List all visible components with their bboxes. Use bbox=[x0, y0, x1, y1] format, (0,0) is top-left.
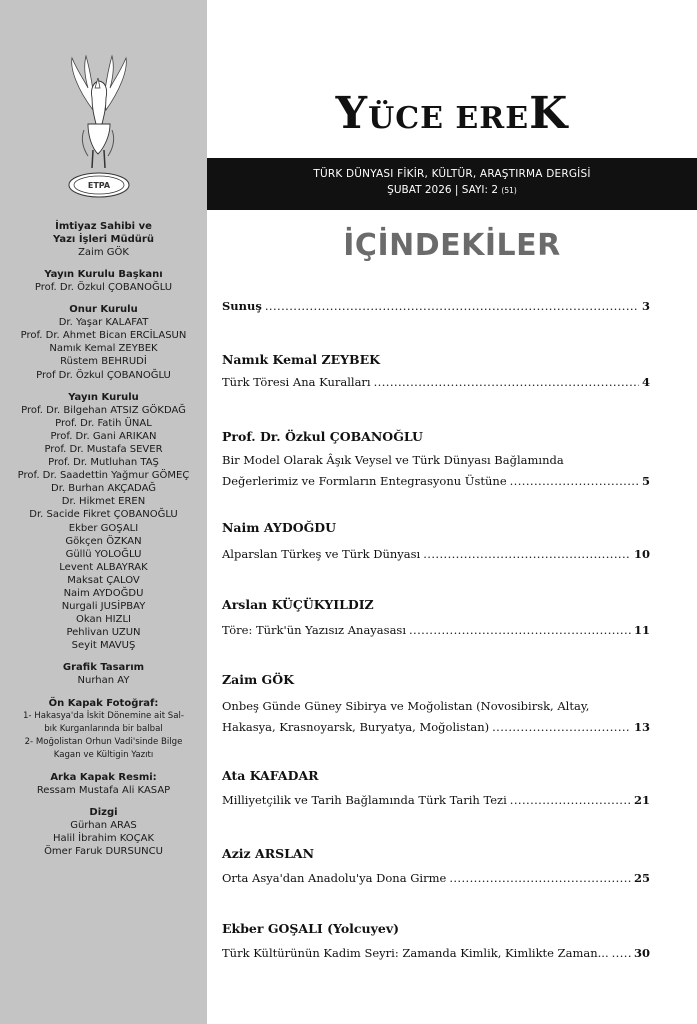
toc-entry[interactable] bbox=[222, 372, 650, 393]
credit-group bbox=[0, 661, 207, 687]
credit-heading: Arka Kapak Resmi: bbox=[50, 771, 157, 783]
toc-page-number: 11 bbox=[633, 623, 650, 637]
credit-name: Kagan ve Kültigin Yazıtı bbox=[53, 749, 154, 760]
toc-leader-dots bbox=[265, 296, 639, 317]
credit-heading: Grafik Tasarım bbox=[62, 662, 145, 674]
toc-page-number: 3 bbox=[641, 299, 650, 313]
toc-title: Türk Töresi Ana Kuralları bbox=[222, 375, 371, 389]
credit-name: Gökçen ÖZKAN bbox=[65, 535, 142, 547]
title-initial: Y bbox=[335, 88, 369, 139]
winged-horse-emblem-icon bbox=[48, 50, 148, 210]
credit-name: Rüstem BEHRUDİ bbox=[60, 356, 147, 368]
toc-entry[interactable] bbox=[222, 450, 650, 492]
toc-title: Sunuş bbox=[222, 299, 262, 313]
toc-page-number: 4 bbox=[641, 375, 650, 389]
toc-leader-dots bbox=[374, 372, 639, 393]
credit-heading: Yazı İşleri Müdürü bbox=[53, 234, 154, 245]
magazine-subtitle: TÜRK DÜNYASI FİKİR, KÜLTÜR, ARAŞTIRMA DERGİSİ bbox=[313, 168, 591, 180]
toc-page-number: 5 bbox=[641, 474, 650, 488]
toc-author: Namık Kemal ZEYBEK bbox=[222, 352, 381, 367]
credit-heading: Ön Kapak Fotoğraf: bbox=[48, 697, 159, 709]
credit-name: Prof Dr. Özkul ÇOBANOĞLU bbox=[36, 369, 171, 381]
toc-entry[interactable] bbox=[222, 943, 650, 964]
toc-author: Ekber GOŞALI (Yolcuyev) bbox=[222, 921, 400, 936]
toc-leader-dots bbox=[423, 544, 631, 565]
toc-author: Zaim GÖK bbox=[222, 672, 294, 687]
toc-title: Töre: Türk'ün Yazısız Anayasası bbox=[222, 623, 406, 637]
toc-leader-dots bbox=[510, 790, 631, 811]
credit-name: Levent ALBAYRAK bbox=[59, 561, 148, 573]
credit-name: Ömer Faruk DURSUNCU bbox=[44, 845, 163, 857]
toc-leader-dots bbox=[409, 620, 631, 641]
toc-entry[interactable] bbox=[222, 696, 650, 738]
credit-heading: Yayın Kurulu bbox=[68, 391, 139, 403]
toc-title: Alparslan Türkeş ve Türk Dünyası bbox=[222, 547, 421, 561]
credit-name: 2- Moğolistan Orhun Vadi'sinde Bilge bbox=[24, 736, 183, 747]
toc-leader-dots bbox=[449, 868, 631, 889]
credit-name: Prof. Dr. Ahmet Bican ERCİLASUN bbox=[20, 330, 187, 342]
toc-entry[interactable] bbox=[222, 544, 650, 565]
credit-name: Maksat ÇALOV bbox=[67, 574, 140, 586]
toc-title: Türk Kültürünün Kadim Seyri: Zamanda Kimlik, Kimlikte Zaman... bbox=[222, 946, 609, 960]
toc-author: Arslan KÜÇÜKYILDIZ bbox=[222, 597, 374, 612]
toc-author: Prof. Dr. Özkul ÇOBANOĞLU bbox=[222, 429, 423, 444]
toc-page-number: 25 bbox=[633, 871, 650, 885]
toc-entry[interactable] bbox=[222, 790, 650, 811]
credit-name: Pehlivan UZUN bbox=[66, 627, 141, 639]
credit-heading: Dizgi bbox=[89, 806, 118, 818]
credit-name: Prof. Dr. Özkul ÇOBANOĞLU bbox=[34, 282, 173, 294]
credit-name: Dr. Sacide Fikret ÇOBANOĞLU bbox=[29, 509, 178, 521]
credit-name: Prof. Dr. Gani ARIKAN bbox=[50, 430, 157, 442]
toc-entry[interactable] bbox=[222, 620, 650, 641]
toc-leader-dots bbox=[492, 717, 631, 738]
credit-name: Seyit MAVUŞ bbox=[71, 640, 136, 652]
toc-page-number: 30 bbox=[633, 946, 650, 960]
toc-author: Aziz ARSLAN bbox=[222, 846, 315, 861]
issue-number: (51) bbox=[501, 186, 517, 195]
credit-heading: Yayın Kurulu Başkanı bbox=[44, 269, 163, 281]
credit-name: Prof. Dr. Fatih ÜNAL bbox=[55, 417, 152, 429]
credit-name: Güllü YOLOĞLU bbox=[65, 548, 142, 560]
credit-group bbox=[0, 391, 207, 653]
toc-title: Orta Asya'dan Anadolu'ya Dona Girme bbox=[222, 871, 447, 885]
toc-title: Milliyetçilik ve Tarih Bağlamında Türk Tarih Tezi bbox=[222, 793, 507, 807]
credit-name: 1- Hakasya'da İskit Dönemine ait Sal- bbox=[22, 710, 185, 721]
toc-title: Değerlerimiz ve Formların Entegrasyonu Üstüne bbox=[222, 474, 507, 488]
toc-author: Naim AYDOĞDU bbox=[222, 520, 336, 535]
credit-name: Halil İbrahim KOÇAK bbox=[53, 832, 154, 844]
credit-name: Nurgali JUSİPBAY bbox=[61, 601, 146, 613]
masthead-banner bbox=[207, 158, 697, 210]
sidebar-credits bbox=[0, 0, 207, 1024]
toc-page-number: 10 bbox=[633, 547, 650, 561]
credit-name: Naim AYDOĞDU bbox=[63, 587, 144, 599]
credit-group bbox=[0, 303, 207, 381]
title-final: K bbox=[529, 88, 569, 139]
toc-entry[interactable] bbox=[222, 296, 650, 317]
credit-name: Prof. Dr. Mutluhan TAŞ bbox=[48, 457, 159, 469]
credit-heading: İmtiyaz Sahibi ve bbox=[55, 221, 152, 232]
toc-page-number: 21 bbox=[633, 793, 650, 807]
credit-name: Prof. Dr. Saadettin Yağmur GÖMEÇ bbox=[17, 470, 190, 482]
issue-date: ŞUBAT 2026 | SAYI: 2 bbox=[387, 184, 499, 196]
toc-leader-dots bbox=[510, 471, 639, 492]
credit-name: Namık Kemal ZEYBEK bbox=[49, 343, 158, 355]
toc-author: Ata KAFADAR bbox=[222, 768, 319, 783]
contents-page bbox=[207, 0, 697, 1024]
credit-name: Dr. Hikmet EREN bbox=[61, 496, 146, 508]
logo-text: ETPA bbox=[87, 181, 111, 190]
credit-name: bık Kurganlarında bir balbal bbox=[44, 723, 163, 734]
toc-leader-dots bbox=[612, 943, 631, 964]
credit-group bbox=[0, 806, 207, 858]
credit-name: Ekber GOŞALI bbox=[68, 522, 139, 534]
toc-title: Onbeş Günde Güney Sibirya ve Moğolistan (Novosibirsk, Altay, bbox=[222, 699, 590, 713]
credits-list bbox=[0, 220, 207, 867]
title-smallcaps: ÜCE ERE bbox=[368, 101, 530, 136]
toc-entry[interactable] bbox=[222, 868, 650, 889]
credit-group bbox=[0, 771, 207, 797]
credit-heading: Onur Kurulu bbox=[69, 304, 138, 316]
credit-name: Zaim GÖK bbox=[78, 247, 129, 258]
magazine-title bbox=[207, 88, 697, 139]
credit-name: Dr. Yaşar KALAFAT bbox=[58, 317, 149, 329]
contents-heading: İÇİNDEKİLER bbox=[343, 228, 561, 263]
credit-name: Ressam Mustafa Ali KASAP bbox=[36, 784, 171, 796]
credit-name: Gürhan ARAS bbox=[70, 819, 137, 831]
credit-name: Dr. Burhan AKÇADAĞ bbox=[51, 483, 156, 495]
credit-name: Prof. Dr. Mustafa SEVER bbox=[44, 443, 163, 455]
toc-title: Hakasya, Krasnoyarsk, Buryatya, Moğolistan) bbox=[222, 720, 490, 734]
toc-title: Bir Model Olarak Âşık Veysel ve Türk Dünyası Bağlamında bbox=[222, 453, 564, 467]
credit-name: Nurhan AY bbox=[77, 675, 130, 687]
credit-group bbox=[0, 697, 207, 762]
toc-page-number: 13 bbox=[633, 720, 650, 734]
credit-name: Prof. Dr. Bilgehan ATSIZ GÖKDAĞ bbox=[21, 404, 186, 416]
credit-group bbox=[0, 220, 207, 259]
credit-name: Okan HIZLI bbox=[76, 614, 131, 626]
credit-group bbox=[0, 268, 207, 294]
issue-info bbox=[207, 184, 697, 196]
